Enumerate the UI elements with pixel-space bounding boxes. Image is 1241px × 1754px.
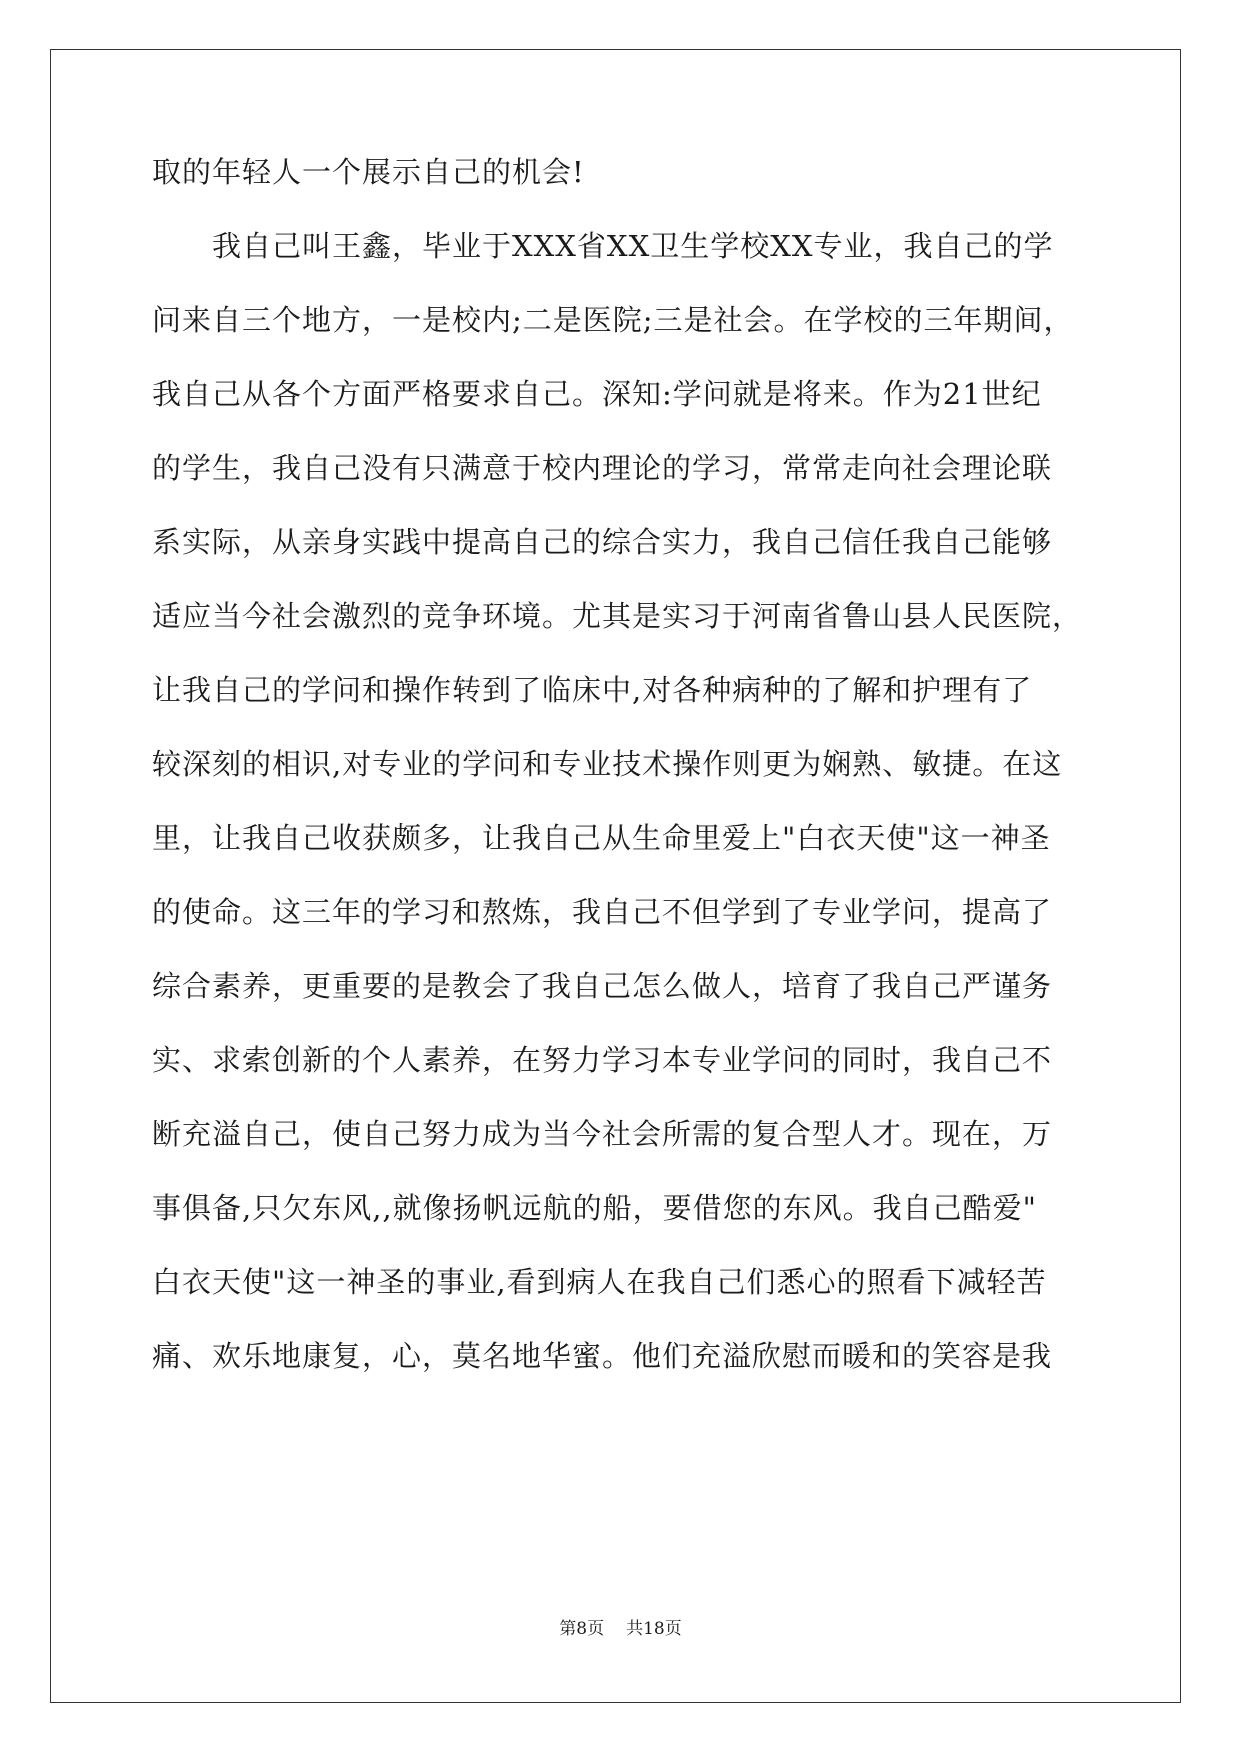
page-number: 第8页 [559, 1619, 605, 1639]
page-border [50, 49, 1181, 1703]
text-line: 痛、欢乐地康复，心，莫名地华蜜。他们充溢欣慰而暖和的笑容是我 [152, 1339, 1053, 1373]
page-footer [0, 1617, 1241, 1641]
text-line: 问来自三个地方，一是校内;二是医院;三是社会。在学校的三年期间， [152, 303, 1074, 337]
text-line: 里，让我自己收获颇多，让我自己从生命里爱上"白衣天使"这一神圣 [152, 821, 1051, 855]
text-line: 取的年轻人一个展示自己的机会! [152, 155, 585, 189]
text-line: 综合素养，更重要的是教会了我自己怎么做人，培育了我自己严谨务 [152, 969, 1053, 1003]
text-line: 系实际，从亲身实践中提高自己的综合实力，我自己信任我自己能够 [152, 525, 1053, 559]
text-line: 我自己叫王鑫，毕业于XXX省XX卫生学校XX专业，我自己的学 [152, 229, 1054, 263]
text-line: 事俱备,只欠东风,,就像扬帆远航的船，要借您的东风。我自己酷爱" [152, 1191, 1037, 1225]
text-line: 白衣天使"这一神圣的事业,看到病人在我自己们悉心的照看下减轻苦 [152, 1265, 1047, 1299]
text-line: 的使命。这三年的学习和熬炼，我自己不但学到了专业学问，提高了 [152, 895, 1053, 929]
text-line: 断充溢自己，使自己努力成为当今社会所需的复合型人才。现在，万 [152, 1117, 1053, 1151]
text-line: 较深刻的相识,对专业的学问和专业技术操作则更为娴熟、敏捷。在这 [152, 747, 1063, 781]
text-line: 实、求索创新的个人素养，在努力学习本专业学问的同时，我自己不 [152, 1043, 1053, 1077]
text-line: 适应当今社会激烈的竞争环境。尤其是实习于河南省鲁山县人民医院， [152, 599, 1082, 633]
text-line: 让我自己的学问和操作转到了临床中,对各种病种的了解和护理有了 [152, 673, 1033, 707]
text-line: 我自己从各个方面严格要求自己。深知:学问就是将来。作为21世纪 [152, 377, 1042, 411]
text-line: 的学生，我自己没有只满意于校内理论的学习，常常走向社会理论联 [152, 451, 1053, 485]
page-total: 共18页 [626, 1619, 682, 1639]
